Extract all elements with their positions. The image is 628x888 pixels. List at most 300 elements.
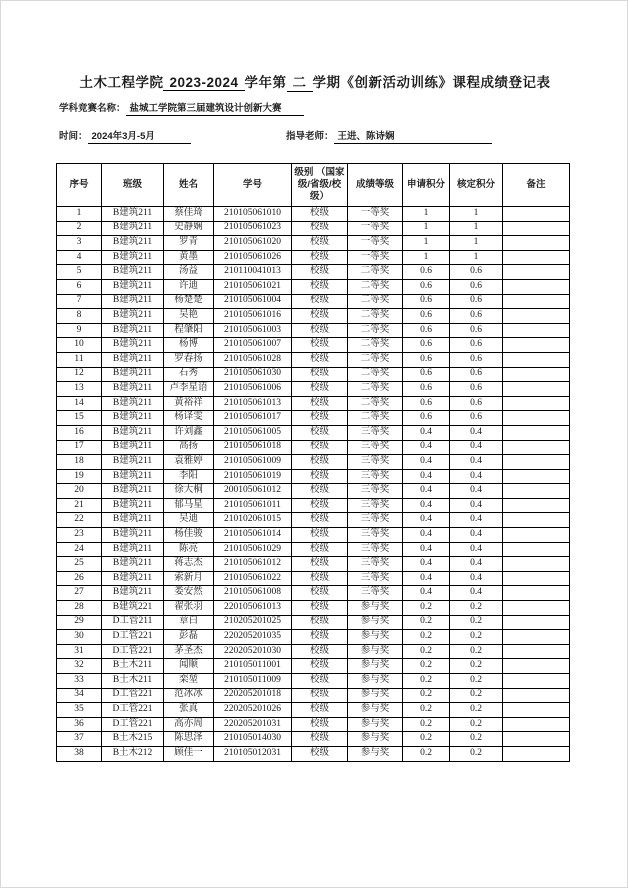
cell-applied-points: 0.6: [403, 411, 450, 426]
cell-student-id: 210105011001: [214, 659, 292, 674]
cell-name: 索新月: [164, 571, 214, 586]
column-header-applied-points: 申请积分: [403, 164, 450, 207]
cell-seq: 9: [57, 323, 102, 338]
cell-applied-points: 0.2: [403, 615, 450, 630]
cell-name: 徐大桐: [164, 484, 214, 499]
table-row: [57, 367, 570, 382]
cell-seq: 36: [57, 717, 102, 732]
cell-note: [503, 396, 570, 411]
cell-note: [503, 382, 570, 397]
cell-level: 校级: [292, 279, 348, 294]
cell-seq: 6: [57, 279, 102, 294]
cell-level: 校级: [292, 440, 348, 455]
cell-student-id: 210105061023: [214, 221, 292, 236]
cell-student-id: 200105061012: [214, 484, 292, 499]
cell-class: B建筑211: [102, 294, 164, 309]
cell-note: [503, 279, 570, 294]
cell-name: 翟张羽: [164, 601, 214, 616]
table-row: [57, 221, 570, 236]
cell-seq: 23: [57, 528, 102, 543]
cell-student-id: 210105061011: [214, 498, 292, 513]
table-row: [57, 279, 570, 294]
cell-class: B建筑211: [102, 484, 164, 499]
cell-seq: 15: [57, 411, 102, 426]
table-row: [57, 615, 570, 630]
cell-class: B建筑211: [102, 571, 164, 586]
cell-student-id: 220205201031: [214, 717, 292, 732]
cell-student-id: 220205201026: [214, 703, 292, 718]
cell-class: B建筑211: [102, 542, 164, 557]
cell-name: 罗春扬: [164, 352, 214, 367]
cell-verified-points: 0.4: [450, 425, 503, 440]
cell-level: 校级: [292, 513, 348, 528]
cell-student-id: 210105061026: [214, 250, 292, 265]
cell-applied-points: 0.4: [403, 484, 450, 499]
cell-applied-points: 0.4: [403, 498, 450, 513]
cell-name: 彭磊: [164, 630, 214, 645]
cell-student-id: 210105061008: [214, 586, 292, 601]
table-row: [57, 469, 570, 484]
cell-award: 三等奖: [348, 542, 403, 557]
cell-applied-points: 0.4: [403, 542, 450, 557]
cell-seq: 33: [57, 674, 102, 689]
cell-seq: 21: [57, 498, 102, 513]
cell-award: 二等奖: [348, 265, 403, 280]
cell-award: 二等奖: [348, 338, 403, 353]
cell-applied-points: 0.4: [403, 586, 450, 601]
cell-award: 参与奖: [348, 674, 403, 689]
cell-class: B土木215: [102, 732, 164, 747]
title-year: 2023-2024: [163, 75, 244, 91]
cell-name: 杨佳骏: [164, 528, 214, 543]
cell-award: 参与奖: [348, 703, 403, 718]
cell-class: B土木212: [102, 746, 164, 761]
cell-class: B建筑211: [102, 382, 164, 397]
cell-name: 袁雅婷: [164, 455, 214, 470]
cell-award: 二等奖: [348, 323, 403, 338]
cell-verified-points: 0.2: [450, 615, 503, 630]
cell-award: 三等奖: [348, 528, 403, 543]
cell-name: 张真: [164, 703, 214, 718]
cell-name: 郁马星: [164, 498, 214, 513]
advisor-label: 指导老师：: [286, 131, 334, 142]
table-row: [57, 513, 570, 528]
cell-verified-points: 0.2: [450, 644, 503, 659]
cell-note: [503, 440, 570, 455]
table-row: [57, 411, 570, 426]
cell-level: 校级: [292, 236, 348, 251]
cell-verified-points: 0.4: [450, 498, 503, 513]
cell-class: B建筑211: [102, 396, 164, 411]
cell-seq: 29: [57, 615, 102, 630]
table-row: [57, 382, 570, 397]
competition-value: 盐城工学院第三届建筑设计创新大赛: [126, 100, 304, 116]
cell-note: [503, 498, 570, 513]
cell-note: [503, 207, 570, 222]
cell-verified-points: 0.6: [450, 352, 503, 367]
cell-student-id: 210105061022: [214, 571, 292, 586]
cell-verified-points: 0.6: [450, 265, 503, 280]
column-header-award: 成绩等级: [348, 164, 403, 207]
cell-seq: 26: [57, 571, 102, 586]
cell-award: 参与奖: [348, 615, 403, 630]
cell-verified-points: 0.6: [450, 338, 503, 353]
cell-seq: 4: [57, 250, 102, 265]
cell-applied-points: 0.2: [403, 746, 450, 761]
cell-level: 校级: [292, 382, 348, 397]
cell-verified-points: 0.6: [450, 367, 503, 382]
cell-class: D工管211: [102, 615, 164, 630]
table-row: [57, 732, 570, 747]
cell-seq: 32: [57, 659, 102, 674]
cell-level: 校级: [292, 498, 348, 513]
table-row: [57, 674, 570, 689]
cell-verified-points: 0.2: [450, 601, 503, 616]
cell-level: 校级: [292, 528, 348, 543]
cell-applied-points: 0.2: [403, 674, 450, 689]
column-header-student-id: 学号: [214, 164, 292, 207]
cell-name: 蔡佳琦: [164, 207, 214, 222]
cell-student-id: 210105061030: [214, 367, 292, 382]
table-row: [57, 294, 570, 309]
cell-applied-points: 1: [403, 250, 450, 265]
cell-seq: 34: [57, 688, 102, 703]
cell-verified-points: 0.4: [450, 440, 503, 455]
cell-seq: 2: [57, 221, 102, 236]
cell-note: [503, 469, 570, 484]
cell-seq: 35: [57, 703, 102, 718]
cell-student-id: 220205201035: [214, 630, 292, 645]
cell-name: 茅圣杰: [164, 644, 214, 659]
cell-applied-points: 0.6: [403, 323, 450, 338]
cell-name: 罗青: [164, 236, 214, 251]
cell-verified-points: 0.2: [450, 732, 503, 747]
cell-seq: 5: [57, 265, 102, 280]
cell-seq: 3: [57, 236, 102, 251]
cell-applied-points: 0.2: [403, 630, 450, 645]
cell-class: D工管221: [102, 688, 164, 703]
cell-level: 校级: [292, 688, 348, 703]
table-row: [57, 484, 570, 499]
cell-award: 二等奖: [348, 382, 403, 397]
cell-note: [503, 528, 570, 543]
cell-seq: 28: [57, 601, 102, 616]
cell-student-id: 210105061006: [214, 382, 292, 397]
cell-verified-points: 0.4: [450, 455, 503, 470]
cell-seq: 10: [57, 338, 102, 353]
cell-name: 章白: [164, 615, 214, 630]
cell-student-id: 210110041013: [214, 265, 292, 280]
cell-seq: 11: [57, 352, 102, 367]
cell-student-id: 210105061021: [214, 279, 292, 294]
cell-class: B建筑211: [102, 411, 164, 426]
cell-student-id: 210105061017: [214, 411, 292, 426]
cell-level: 校级: [292, 746, 348, 761]
cell-name: 吴艳: [164, 309, 214, 324]
column-header-level: 级别 （国家级/省级/校级）: [292, 164, 348, 207]
cell-name: 卢李星语: [164, 382, 214, 397]
table-row: [57, 207, 570, 222]
column-header-class: 班级: [102, 164, 164, 207]
cell-applied-points: 1: [403, 236, 450, 251]
cell-verified-points: 0.2: [450, 674, 503, 689]
cell-name: 陈亮: [164, 542, 214, 557]
cell-award: 二等奖: [348, 279, 403, 294]
cell-level: 校级: [292, 557, 348, 572]
cell-class: B土木211: [102, 674, 164, 689]
cell-class: B建筑211: [102, 221, 164, 236]
cell-name: 闻顺: [164, 659, 214, 674]
cell-seq: 38: [57, 746, 102, 761]
cell-verified-points: 1: [450, 236, 503, 251]
cell-name: 许刘鑫: [164, 425, 214, 440]
cell-award: 参与奖: [348, 688, 403, 703]
cell-seq: 8: [57, 309, 102, 324]
cell-name: 娄安然: [164, 586, 214, 601]
cell-verified-points: 0.2: [450, 630, 503, 645]
cell-verified-points: 0.4: [450, 586, 503, 601]
cell-verified-points: 0.4: [450, 484, 503, 499]
title-term: 二: [287, 71, 313, 92]
cell-note: [503, 338, 570, 353]
cell-verified-points: 0.6: [450, 323, 503, 338]
cell-applied-points: 0.2: [403, 703, 450, 718]
column-header-name: 姓名: [164, 164, 214, 207]
cell-award: 二等奖: [348, 411, 403, 426]
cell-name: 许迪: [164, 279, 214, 294]
cell-note: [503, 367, 570, 382]
cell-class: B建筑211: [102, 528, 164, 543]
cell-award: 二等奖: [348, 294, 403, 309]
cell-applied-points: 0.4: [403, 440, 450, 455]
cell-level: 校级: [292, 309, 348, 324]
grade-table: [56, 163, 570, 762]
table-row: [57, 250, 570, 265]
cell-class: B建筑211: [102, 207, 164, 222]
advisor-line: [286, 128, 492, 144]
cell-class: B建筑211: [102, 236, 164, 251]
cell-name: 黄裕祥: [164, 396, 214, 411]
competition-label: 学科竞赛名称：: [59, 103, 126, 114]
cell-class: B建筑211: [102, 440, 164, 455]
cell-level: 校级: [292, 571, 348, 586]
cell-class: B建筑211: [102, 250, 164, 265]
cell-award: 二等奖: [348, 367, 403, 382]
cell-level: 校级: [292, 221, 348, 236]
cell-seq: 14: [57, 396, 102, 411]
cell-verified-points: 0.6: [450, 411, 503, 426]
cell-student-id: 210105061014: [214, 528, 292, 543]
cell-applied-points: 0.4: [403, 513, 450, 528]
cell-verified-points: 0.4: [450, 571, 503, 586]
cell-note: [503, 309, 570, 324]
cell-note: [503, 411, 570, 426]
cell-class: B建筑211: [102, 367, 164, 382]
cell-verified-points: 1: [450, 221, 503, 236]
cell-level: 校级: [292, 644, 348, 659]
cell-note: [503, 557, 570, 572]
cell-verified-points: 0.4: [450, 557, 503, 572]
cell-seq: 12: [57, 367, 102, 382]
cell-award: 三等奖: [348, 513, 403, 528]
table-row: [57, 557, 570, 572]
cell-class: B建筑211: [102, 338, 164, 353]
cell-level: 校级: [292, 323, 348, 338]
cell-applied-points: 0.2: [403, 717, 450, 732]
cell-award: 参与奖: [348, 732, 403, 747]
title-middle: 学年第: [244, 75, 287, 90]
cell-seq: 16: [57, 425, 102, 440]
cell-name: 石秀: [164, 367, 214, 382]
cell-student-id: 210105014030: [214, 732, 292, 747]
cell-award: 三等奖: [348, 586, 403, 601]
cell-award: 参与奖: [348, 746, 403, 761]
cell-note: [503, 542, 570, 557]
cell-applied-points: 0.2: [403, 644, 450, 659]
cell-verified-points: 1: [450, 207, 503, 222]
cell-verified-points: 0.6: [450, 382, 503, 397]
cell-note: [503, 323, 570, 338]
cell-award: 三等奖: [348, 484, 403, 499]
cell-verified-points: 0.4: [450, 528, 503, 543]
table-row: [57, 717, 570, 732]
cell-note: [503, 601, 570, 616]
table-row: [57, 338, 570, 353]
cell-class: B建筑211: [102, 279, 164, 294]
cell-class: B建筑211: [102, 586, 164, 601]
cell-class: B建筑211: [102, 498, 164, 513]
cell-class: B土木211: [102, 659, 164, 674]
cell-student-id: 210105061016: [214, 309, 292, 324]
cell-name: 高亦周: [164, 717, 214, 732]
cell-award: 一等奖: [348, 207, 403, 222]
cell-level: 校级: [292, 703, 348, 718]
cell-level: 校级: [292, 586, 348, 601]
cell-note: [503, 250, 570, 265]
cell-class: B建筑211: [102, 309, 164, 324]
cell-note: [503, 688, 570, 703]
cell-applied-points: 0.2: [403, 688, 450, 703]
cell-award: 三等奖: [348, 440, 403, 455]
cell-verified-points: 0.2: [450, 659, 503, 674]
cell-award: 参与奖: [348, 601, 403, 616]
cell-note: [503, 236, 570, 251]
cell-level: 校级: [292, 615, 348, 630]
cell-verified-points: 0.4: [450, 469, 503, 484]
cell-level: 校级: [292, 294, 348, 309]
cell-applied-points: 0.2: [403, 601, 450, 616]
cell-name: 史静娴: [164, 221, 214, 236]
cell-class: B建筑211: [102, 513, 164, 528]
cell-name: 黄墨: [164, 250, 214, 265]
cell-seq: 31: [57, 644, 102, 659]
cell-applied-points: 1: [403, 221, 450, 236]
cell-student-id: 210105011009: [214, 674, 292, 689]
cell-note: [503, 732, 570, 747]
cell-student-id: 210105061009: [214, 455, 292, 470]
cell-seq: 27: [57, 586, 102, 601]
cell-note: [503, 644, 570, 659]
time-value: 2024年3月-5月: [88, 128, 191, 144]
cell-class: D工管221: [102, 703, 164, 718]
cell-award: 二等奖: [348, 396, 403, 411]
cell-student-id: 210205201025: [214, 615, 292, 630]
cell-applied-points: 0.4: [403, 557, 450, 572]
cell-level: 校级: [292, 411, 348, 426]
cell-seq: 7: [57, 294, 102, 309]
cell-class: B建筑211: [102, 425, 164, 440]
cell-verified-points: 0.2: [450, 746, 503, 761]
cell-name: 栾堃: [164, 674, 214, 689]
cell-applied-points: 0.6: [403, 309, 450, 324]
cell-level: 校级: [292, 367, 348, 382]
page-title: [1, 71, 628, 92]
table-row: [57, 688, 570, 703]
cell-class: B建筑211: [102, 323, 164, 338]
table-row: [57, 703, 570, 718]
table-row: [57, 498, 570, 513]
cell-verified-points: 1: [450, 250, 503, 265]
cell-note: [503, 513, 570, 528]
cell-student-id: 210105061007: [214, 338, 292, 353]
table-row: [57, 396, 570, 411]
cell-level: 校级: [292, 425, 348, 440]
cell-class: B建筑211: [102, 265, 164, 280]
cell-level: 校级: [292, 542, 348, 557]
cell-award: 三等奖: [348, 557, 403, 572]
cell-name: 顾佳一: [164, 746, 214, 761]
cell-name: 吴迪: [164, 513, 214, 528]
cell-note: [503, 352, 570, 367]
title-prefix: 土木工程学院: [79, 75, 164, 90]
cell-seq: 24: [57, 542, 102, 557]
cell-applied-points: 0.6: [403, 294, 450, 309]
cell-student-id: 210105012031: [214, 746, 292, 761]
cell-seq: 19: [57, 469, 102, 484]
cell-level: 校级: [292, 455, 348, 470]
cell-seq: 13: [57, 382, 102, 397]
cell-student-id: 220205201018: [214, 688, 292, 703]
cell-award: 一等奖: [348, 221, 403, 236]
cell-award: 三等奖: [348, 571, 403, 586]
cell-award: 参与奖: [348, 630, 403, 645]
cell-name: 范冰冰: [164, 688, 214, 703]
time-label: 时间：: [59, 131, 88, 142]
cell-seq: 30: [57, 630, 102, 645]
competition-name-line: [59, 100, 304, 116]
cell-note: [503, 674, 570, 689]
column-header-note: 备注: [503, 164, 570, 207]
cell-note: [503, 586, 570, 601]
cell-verified-points: 0.4: [450, 542, 503, 557]
table-row: [57, 440, 570, 455]
cell-verified-points: 0.2: [450, 703, 503, 718]
table-row: [57, 659, 570, 674]
cell-level: 校级: [292, 396, 348, 411]
cell-applied-points: 0.6: [403, 352, 450, 367]
cell-applied-points: 0.6: [403, 396, 450, 411]
cell-name: 杨楚楚: [164, 294, 214, 309]
cell-name: 高扬: [164, 440, 214, 455]
cell-award: 一等奖: [348, 250, 403, 265]
cell-verified-points: 0.2: [450, 717, 503, 732]
cell-name: 陈思泽: [164, 732, 214, 747]
table-row: [57, 309, 570, 324]
cell-student-id: 210105061010: [214, 207, 292, 222]
cell-student-id: 210105061020: [214, 236, 292, 251]
cell-name: 程肇阳: [164, 323, 214, 338]
table-row: [57, 236, 570, 251]
